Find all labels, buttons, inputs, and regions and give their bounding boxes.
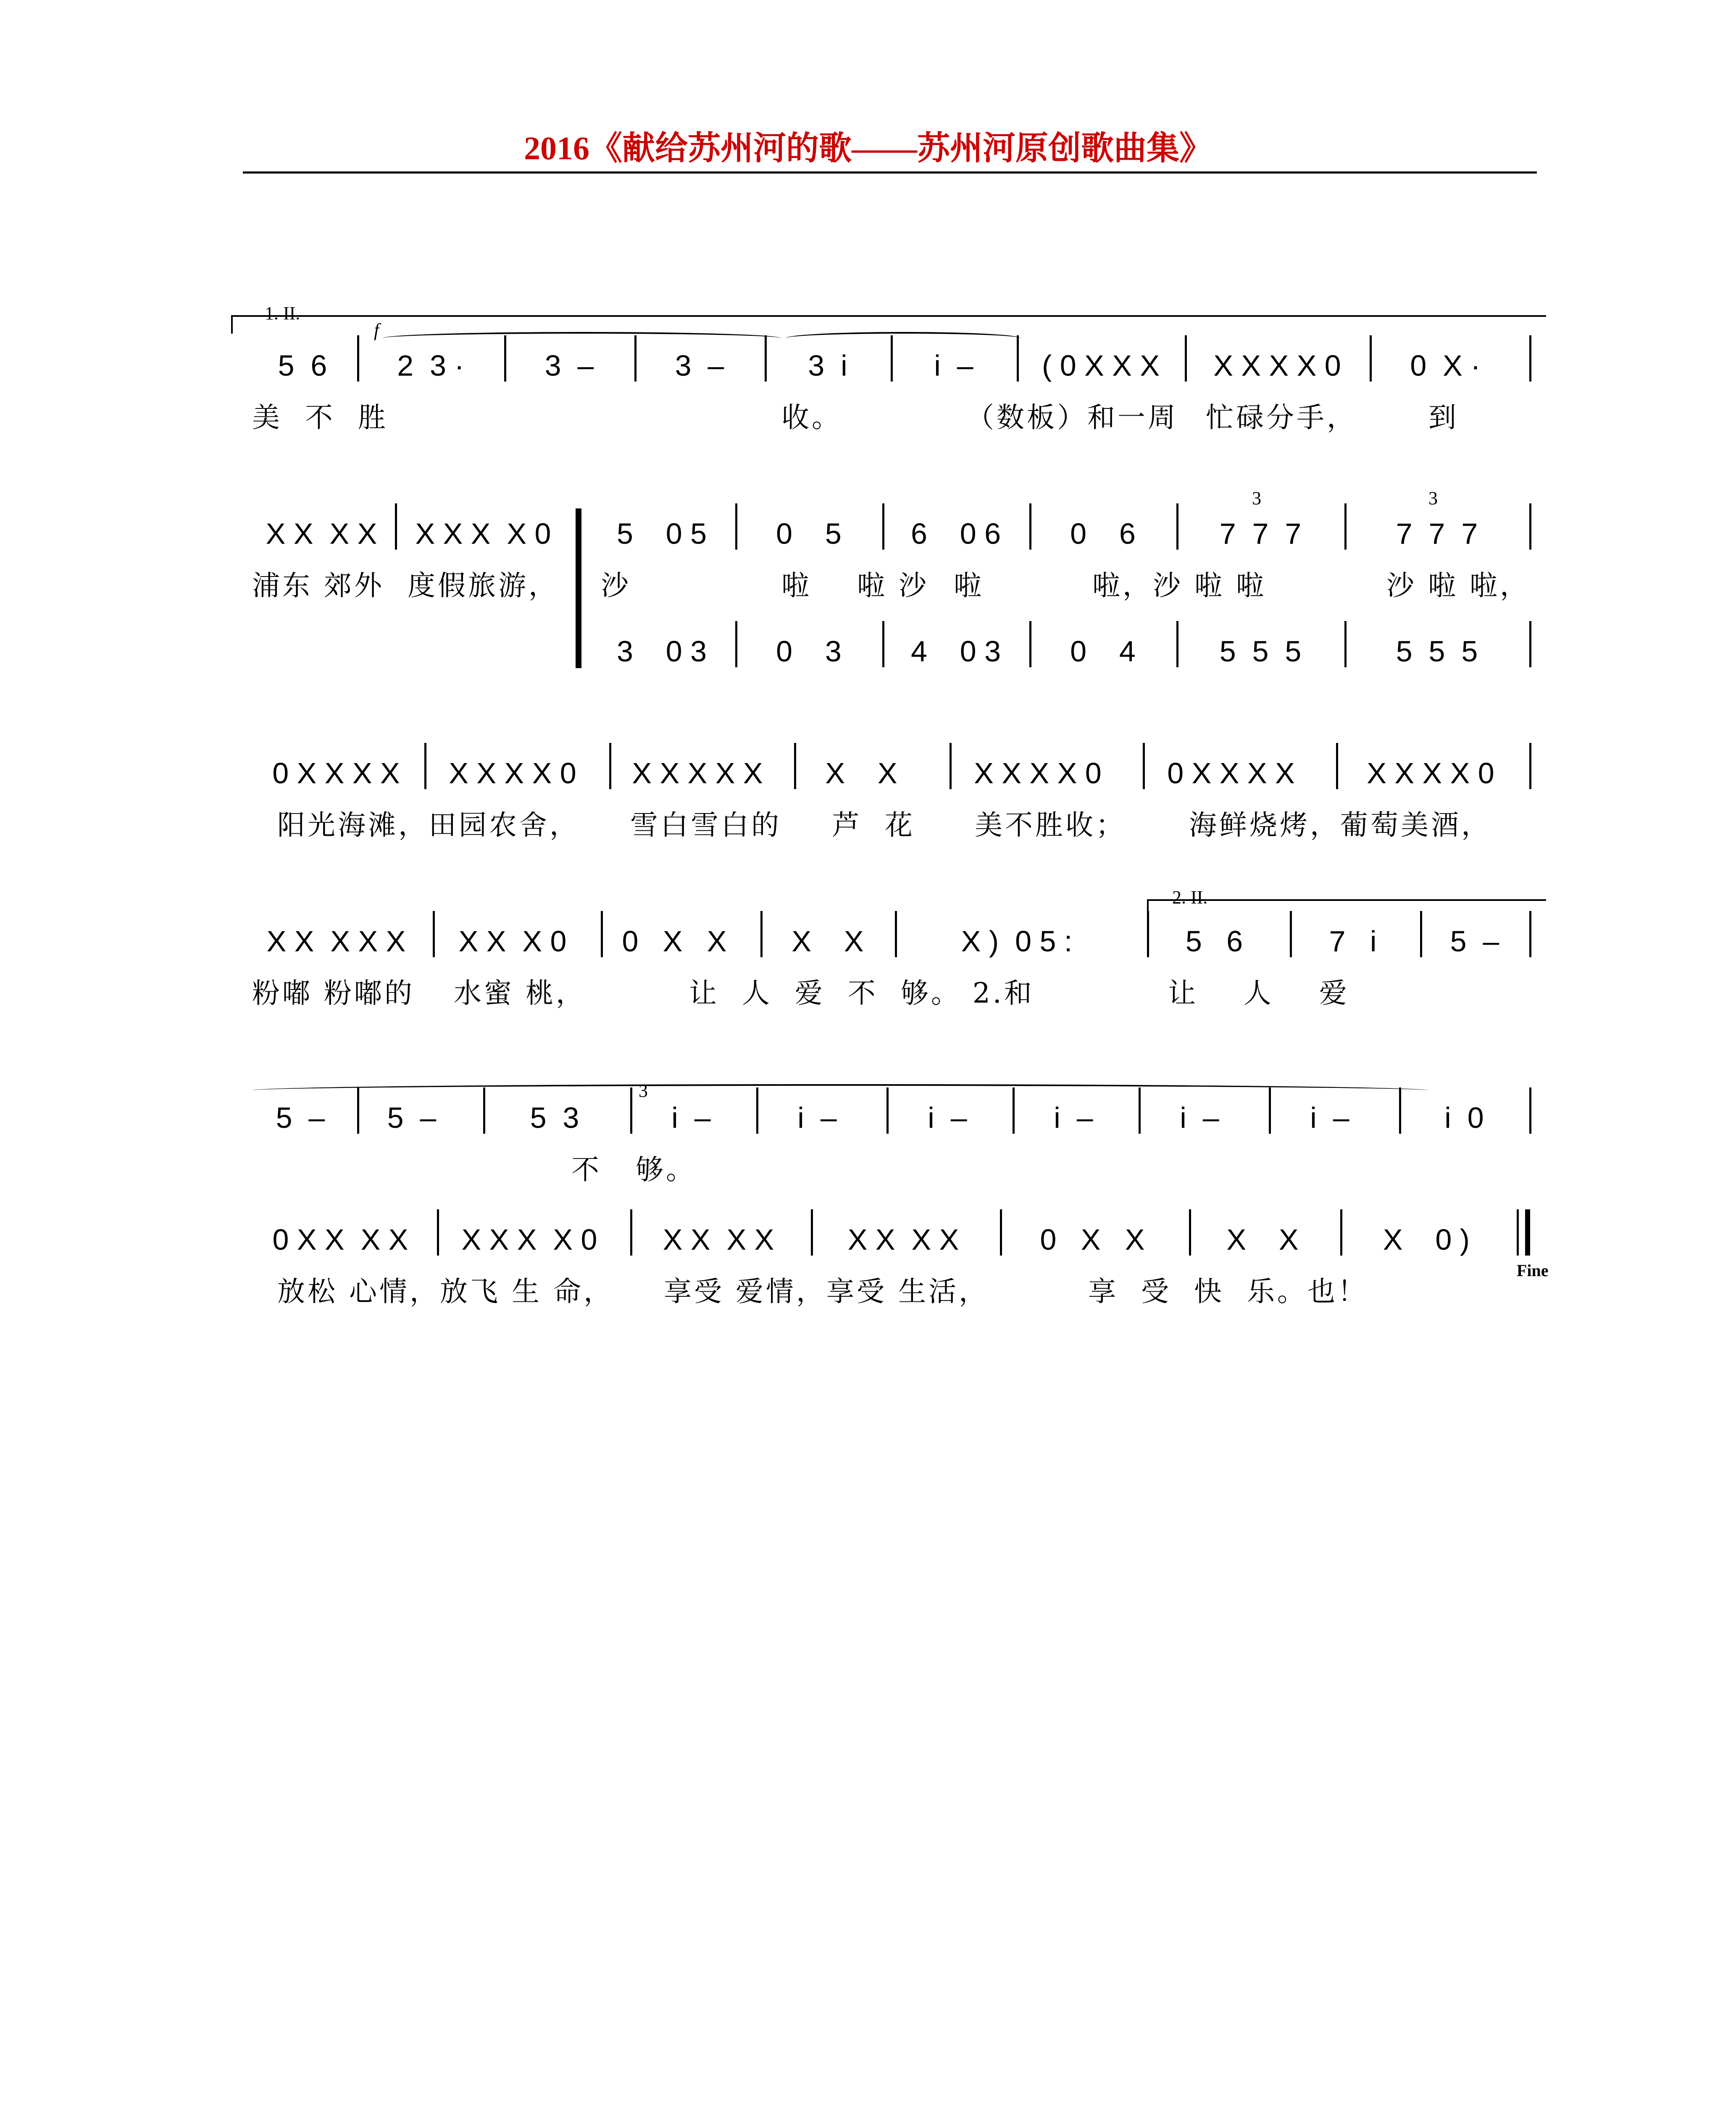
barline: [1029, 503, 1031, 550]
measure: X X X X 0: [449, 757, 576, 790]
barline: [1529, 335, 1531, 382]
barline: [609, 743, 611, 789]
measure: 5 5 5: [1396, 635, 1478, 668]
barline: [1176, 503, 1178, 550]
barline: [895, 911, 897, 957]
barline: [794, 743, 796, 789]
measure: 0 3: [776, 635, 842, 668]
barline: [950, 743, 952, 789]
measure: 2 3 ·: [397, 349, 464, 382]
tie: [382, 332, 781, 345]
measure: 5 5 5: [1219, 635, 1302, 668]
measure: i –: [934, 349, 973, 382]
lyrics-row: 美 不 胜 收。 （数板）和一周 忙碌分手， 到: [252, 401, 1459, 434]
measure: 5 6: [278, 349, 327, 382]
triplet-mark: 3: [1428, 488, 1438, 508]
barline: [1529, 911, 1531, 957]
notes-row: [252, 345, 1546, 387]
measure: 7 i: [1329, 925, 1377, 958]
measure: X X X X: [266, 517, 377, 550]
notes-row-lower: [252, 630, 1546, 672]
notes-row: [252, 752, 1546, 794]
barline: [1344, 621, 1347, 667]
barline: [756, 1087, 758, 1134]
tie: [252, 1084, 1428, 1097]
measure: ( 0 X X X: [1042, 349, 1160, 382]
tie: [786, 332, 1021, 345]
lyrics-row: 粉嘟 粉嘟的 水蜜 桃， 让 人 爱 不 够。 2.和 让 人 爱: [252, 977, 1349, 1009]
measure: 3 0 3: [616, 635, 707, 668]
measure: X X X X: [663, 1223, 774, 1256]
barline: [1269, 1087, 1271, 1134]
barline: [395, 503, 397, 550]
barline: [811, 1209, 813, 1256]
measure: X X X X 0: [415, 517, 551, 550]
measure: 0 X X X X: [1167, 757, 1295, 790]
measure: 7 7 7: [1219, 517, 1302, 550]
barline: [1529, 1087, 1531, 1134]
measure: 5 –: [1450, 925, 1499, 958]
barline: [1344, 503, 1347, 550]
barline: [630, 1087, 632, 1134]
volta-1-label: 1. II.: [265, 303, 300, 324]
barline: [1529, 743, 1531, 789]
measure: i –: [671, 1101, 711, 1134]
measure: X X: [1226, 1223, 1299, 1256]
final-barline: [1517, 1209, 1519, 1256]
measure: 5 –: [276, 1101, 325, 1134]
barline: [424, 743, 426, 789]
measure: 0 4: [1070, 635, 1136, 668]
measure: 7 7 7: [1396, 517, 1478, 550]
barline: [357, 1087, 359, 1134]
barline: [601, 911, 603, 957]
barline: [1139, 1087, 1141, 1134]
lyrics-row: 阳光海滩，田园农舍， 雪白雪白的 芦 花 美不胜收； 海鲜烧烤，葡萄美酒，: [277, 809, 1491, 841]
triplet-mark: 3: [1252, 488, 1261, 508]
barline: [1290, 911, 1292, 957]
measure: i –: [928, 1101, 967, 1134]
measure: X X X 0: [458, 925, 567, 958]
barline: [760, 911, 763, 957]
measure: X ) 0 5 :: [961, 925, 1073, 958]
lyrics-row: 不 够。: [571, 1153, 696, 1186]
notes-row-upper: [252, 513, 1546, 555]
measure: 5 –: [387, 1101, 437, 1134]
barline: [735, 621, 737, 667]
measure: i –: [797, 1101, 837, 1134]
measure: 0 X X X X: [272, 1223, 408, 1256]
notes-row: [252, 1219, 1546, 1261]
barline: [1529, 621, 1531, 667]
measure: X X X X 0: [461, 1223, 597, 1256]
barline: [735, 503, 737, 550]
barline: [483, 1087, 485, 1134]
measure: 6 0 6: [910, 517, 1001, 550]
measure: X X X X X: [632, 757, 763, 790]
measure: 5 3: [530, 1101, 579, 1134]
measure: X X X X: [847, 1223, 959, 1256]
measure: X X X X 0: [1213, 349, 1341, 382]
barline: [1185, 335, 1187, 382]
measure: 3 i: [808, 349, 847, 382]
measure: i –: [1054, 1101, 1093, 1134]
measure: X 0 ): [1383, 1223, 1470, 1256]
measure: 3 –: [675, 349, 724, 382]
title-rule: [243, 171, 1537, 174]
measure: X X: [792, 925, 864, 958]
measure: 0 X X: [1040, 1223, 1145, 1256]
barline: [1176, 621, 1178, 667]
barline: [1336, 743, 1338, 789]
barline: [357, 335, 359, 382]
measure: i –: [1180, 1101, 1219, 1134]
measure: 0 X X: [622, 925, 727, 958]
lyrics-row: 放松 心情，放飞 生 命， 享受 爱情，享受 生活， 享 受 快 乐。也！: [277, 1275, 1368, 1308]
barline: [1340, 1209, 1342, 1256]
final-barline: [1525, 1209, 1530, 1256]
measure: X X X X 0: [974, 757, 1102, 790]
volta-1-hook: [231, 315, 233, 334]
barline: [1399, 1087, 1401, 1134]
barline: [882, 621, 884, 667]
measure: X X: [825, 757, 897, 790]
barline: [437, 1209, 439, 1256]
volta-1-line: [231, 315, 1546, 317]
grace-note: 3: [639, 1080, 648, 1101]
volta-2-label: 2. II.: [1172, 887, 1208, 908]
notes-row: [252, 1097, 1546, 1139]
measure: 5 0 5: [616, 517, 707, 550]
measure: 3 –: [544, 349, 594, 382]
barline: [1147, 911, 1149, 957]
barline: [1189, 1209, 1191, 1256]
barline: [1000, 1209, 1002, 1256]
measure: 0 6: [1070, 517, 1136, 550]
measure: 0 X X X X: [272, 757, 400, 790]
measure: X X X X 0: [1367, 757, 1494, 790]
barline: [433, 911, 435, 957]
measure: X X X X X: [266, 925, 406, 958]
barline: [1370, 335, 1372, 382]
barline: [630, 1209, 632, 1256]
fine-mark: Fine: [1517, 1261, 1549, 1280]
barline: [886, 1087, 889, 1134]
barline: [1143, 743, 1145, 789]
page-title: 2016《献给苏州河的歌——苏州河原创歌曲集》: [523, 130, 1212, 166]
measure: i –: [1310, 1101, 1349, 1134]
measure: 0 X ·: [1410, 349, 1481, 382]
measure: 4 0 3: [910, 635, 1001, 668]
measure: i 0: [1444, 1101, 1484, 1134]
barline: [1029, 621, 1031, 667]
barline: [1529, 503, 1531, 550]
dynamic-mark: f: [374, 320, 379, 340]
measure: 0 5: [776, 517, 842, 550]
barline: [1420, 911, 1422, 957]
measure: 5 6: [1185, 925, 1243, 958]
barline: [882, 503, 884, 550]
notes-row: [252, 920, 1546, 962]
lyrics-row: 浦东 郊外 度假旅游， 沙 啦 啦 沙 啦 啦，沙 啦 啦 沙 啦 啦，: [252, 569, 1530, 602]
barline: [1013, 1087, 1015, 1134]
